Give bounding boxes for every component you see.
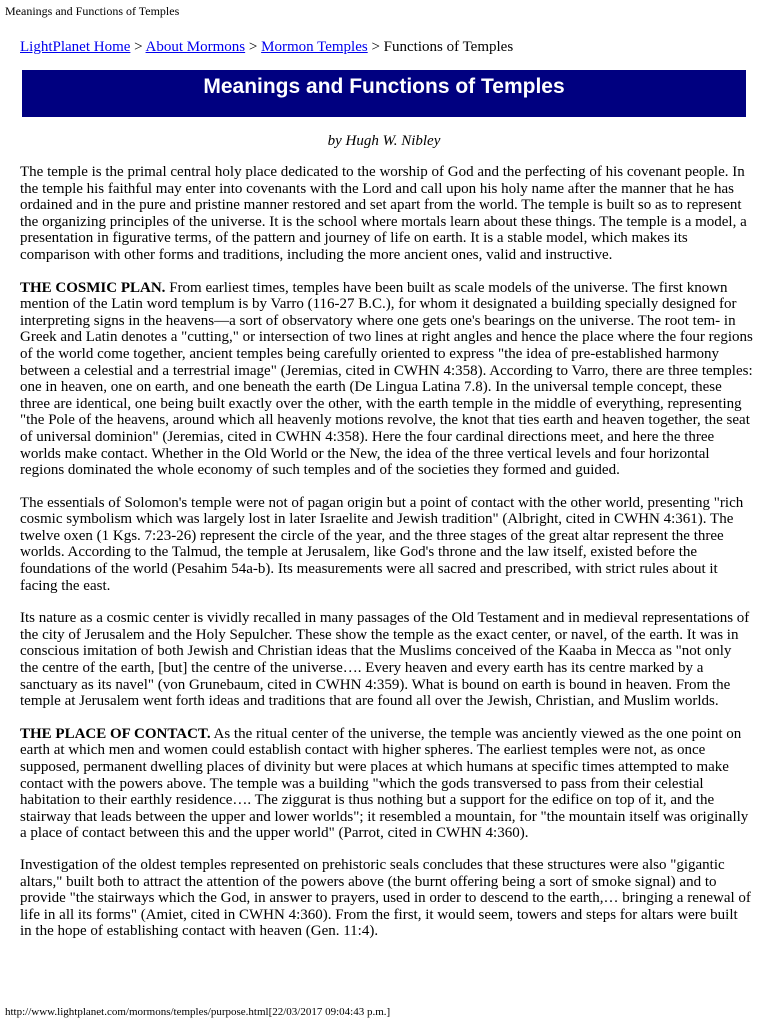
- print-footer-url: http://www.lightplanet.com/mormons/temples/purpose.html[22/03/2017 09:04:43 p.m.]: [5, 1006, 391, 1018]
- breadcrumb-separator: >: [245, 39, 262, 55]
- paragraph-cosmic-center: [20, 610, 753, 710]
- page-title: Meanings and Functions of Temples: [203, 75, 565, 98]
- breadcrumb-separator: >: [130, 39, 146, 55]
- paragraph-solomons-temple: [20, 495, 753, 595]
- paragraph-text: The temple is the primal central holy place dedicated to the worship of God and the perfecting of his covenant people. In the temple his faithful may enter into covenants with the Lord and call upon his holy name after the manner that he has ordained and in the pure and pristine manner restored and set apart from the world. The temple is built so as to represent the organizing principles of the universe. It is the school where mortals learn about these things. The temple is a model, a presentation in figurative terms, of the pattern and journey of life on earth. It is a stable model, which makes its comparison with other forms and traditions, including the more ancient ones, valid and instructive.: [20, 164, 747, 263]
- paragraph-text: Its nature as a cosmic center is vividly recalled in many passages of the Old Testament and in medieval representations of the city of Jerusalem and the Holy Sepulcher. These show the temple as the exact center, or navel, of the earth. It was in conscious imitation of both Jewish and Christian ideas that the Muslims conceived of the Kaaba in Mecca as "not only the centre of the earth, [but] the centre of the universe…. Every heaven and every earth has its centre marked by a sanctuary as its navel" (von Grunebaum, cited in CWHN 4:359). What is bound on earth is bound in heaven. From the temple at Jerusalem went forth ideas and traditions that are found all over the Jewish, Christian, and Muslim worlds.: [20, 610, 750, 710]
- section-heading-place-of-contact: THE PLACE OF CONTACT.: [20, 725, 211, 742]
- author-byline: by Hugh W. Nibley: [327, 133, 441, 149]
- breadcrumb-link-mormon-temples[interactable]: Mormon Temples: [261, 39, 368, 55]
- article-body: [20, 164, 753, 956]
- paragraph-text: As the ritual center of the universe, the temple was anciently viewed as the one point on earth at which men and women could establish contact with higher spheres. The earliest temples were not, as once supposed, permanent dwelling places of divinity but were places at which humans at specific times attempted to make contact with the powers above. The temple was a building "which the gods transversed to pass from their celestial habitation to their earthly residence…. The ziggurat is thus nothing but a support for the edifice on top of it, and the stairway that leads between the upper and lower worlds"; it resembled a mountain, for "the mountain itself was originally a place of contact between this and the upper world" (Parrot, cited in CWHN 4:360).: [20, 725, 749, 842]
- title-banner: [22, 70, 746, 117]
- paragraph-text: From earliest times, temples have been built as scale models of the universe. The first known mention of the Latin word templum is by Varro (116-27 B.C.), for whom it designated a building specially designed for interpreting signs in the heavens—a sort of observatory where one gets one's bearings on the universe. The root tem- in Greek and Latin denotes a "cutting," or intersection of two lines at right angles and hence the place where the four regions of the world come together, ancient temples being carefully oriented to express "the idea of pre-established harmony between a celestial and a terrestrial image" (Jeremias, cited in CWHN 4:358). According to Varro, there are three temples: one in heaven, one on earth, and one beneath the earth (De Lingua Latina 7.8). In the universal temple concept, these three are identical, one being built exactly over the other, with the earth temple in the middle of everything, representing "the Pole of the heavens, around which all heavenly motions revolve, the knot that ties earth and heaven together, the seat of universal dominion" (Jeremias, cited in CWHN 4:358). Here the four cardinal directions meet, and here the three worlds make contact. Whether in the Old World or the New, the idea of the three vertical levels and four horizontal regions dominated the whole economy of such temples and of the societies they formed and guided.: [20, 279, 753, 479]
- paragraph-prehistoric-seals: [20, 857, 753, 940]
- paragraph-place-of-contact: [20, 726, 753, 842]
- breadcrumb-separator: >: [367, 39, 384, 55]
- breadcrumb-current: Functions of Temples: [383, 39, 514, 55]
- breadcrumb: [20, 38, 513, 56]
- breadcrumb-link-home[interactable]: LightPlanet Home: [20, 39, 131, 55]
- paragraph-text: Investigation of the oldest temples represented on prehistoric seals concludes that these structures were also "gigantic altars," built both to attract the attention of the powers above (the burnt offering being a sort of smoke signal) and to provide "the stairways which the God, in answer to prayers, used in order to descend to the earth,… bringing a renewal of life in all its forms" (Amiet, cited in CWHN 4:360). From the first, it would seem, towers and steps for altars were built in the hope of establishing contact with heaven (Gen. 11:4).: [20, 856, 751, 940]
- print-header: Meanings and Functions of Temples: [5, 4, 180, 18]
- paragraph-cosmic-plan: [20, 280, 753, 479]
- breadcrumb-link-about-mormons[interactable]: About Mormons: [145, 39, 246, 55]
- paragraph-text: The essentials of Solomon's temple were not of pagan origin but a point of contact with the other world, presenting "rich cosmic symbolism which was largely lost in later Israelite and Jewish tradition" (Albright, cited in CWHN 4:361). The twelve oxen (1 Kgs. 7:23-26) represent the circle of the year, and the three stages of the great altar represent the three worlds. According to the Talmud, the temple at Jerusalem, like God's throne and the law itself, existed before the foundations of the world (Pesahim 54a-b). Its measurements were all sacred and prescribed, with strict rules about it facing the east.: [20, 494, 744, 594]
- section-heading-cosmic-plan: THE COSMIC PLAN.: [20, 279, 166, 296]
- paragraph-intro: [20, 164, 753, 264]
